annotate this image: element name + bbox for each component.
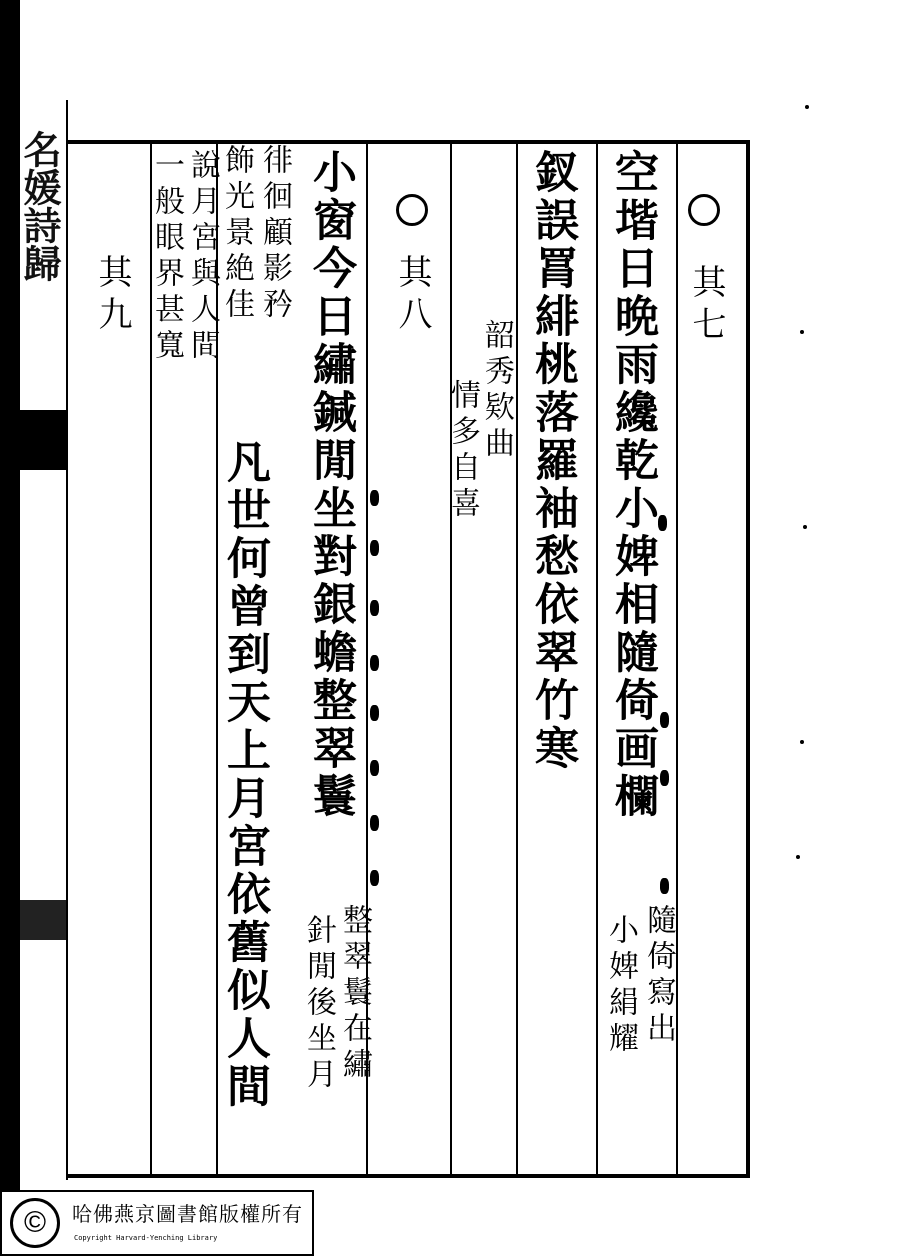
column-rule bbox=[596, 144, 598, 1174]
heading-qi-ba: 其八 bbox=[392, 254, 432, 338]
commentary-line: 小婢絹耀 bbox=[603, 914, 638, 1058]
page-edge-strip bbox=[17, 100, 68, 1180]
commentary-line: 飾光景絶佳 bbox=[219, 144, 254, 324]
poem-line: 釵誤罥緋桃落羅袖愁依翠竹寒 bbox=[527, 149, 578, 773]
poem-line: 小窗今日繡鍼閒坐對銀蟾整翠鬟 bbox=[305, 149, 356, 821]
page-frame bbox=[66, 140, 750, 1178]
column-rule bbox=[516, 144, 518, 1174]
poem-line: 空堦日晩雨纔乾小婢相隨倚画欄 bbox=[607, 149, 658, 821]
punctuation-dot bbox=[370, 490, 379, 506]
commentary-line: 情多自喜 bbox=[445, 379, 480, 523]
punctuation-dot bbox=[370, 760, 379, 776]
poem-line: 凡世何曾到天上月宮依舊似人間 bbox=[219, 439, 270, 1111]
heading-qi-qi: 其七 bbox=[686, 264, 726, 348]
commentary-line: 隨倚寫出 bbox=[641, 904, 676, 1048]
book-title-edge: 名媛詩歸 bbox=[17, 130, 62, 282]
copyright-text-cn: 哈佛燕京圖書館版權所有 bbox=[72, 1202, 303, 1226]
commentary-line: 一般眼界甚寬 bbox=[149, 149, 184, 365]
copyright-text-en: Copyright Harvard-Yenching Library bbox=[74, 1234, 218, 1242]
scan-speck bbox=[803, 525, 807, 529]
commentary-line: 徘徊顧影矜 bbox=[257, 144, 292, 324]
commentary-line: 針閒後坐月 bbox=[301, 914, 336, 1094]
scan-speck bbox=[800, 740, 804, 744]
heading-qi-jiu: 其九 bbox=[92, 254, 132, 338]
punctuation-dot bbox=[370, 870, 379, 886]
commentary-line: 韶秀欵曲 bbox=[479, 319, 514, 463]
section-circle-mark bbox=[396, 194, 428, 226]
column-rule bbox=[676, 144, 678, 1174]
commentary-line: 整翠鬟在繡 bbox=[337, 904, 372, 1084]
punctuation-dot bbox=[370, 655, 379, 671]
punctuation-dot bbox=[658, 515, 667, 531]
punctuation-dot bbox=[370, 705, 379, 721]
punctuation-dot bbox=[660, 878, 669, 894]
punctuation-dot bbox=[370, 815, 379, 831]
column-rule bbox=[450, 144, 452, 1174]
section-circle-mark bbox=[688, 194, 720, 226]
punctuation-dot bbox=[370, 600, 379, 616]
copyright-icon: © bbox=[10, 1198, 60, 1248]
copyright-footer bbox=[0, 1190, 314, 1256]
punctuation-dot bbox=[370, 540, 379, 556]
punctuation-dot bbox=[660, 770, 669, 786]
scan-speck bbox=[805, 105, 809, 109]
punctuation-dot bbox=[660, 712, 669, 728]
edge-block-mark bbox=[20, 900, 66, 940]
scan-speck bbox=[796, 855, 800, 859]
edge-block-mark bbox=[20, 410, 66, 470]
scan-speck bbox=[800, 330, 804, 334]
commentary-line: 說月宮與人間 bbox=[185, 149, 220, 365]
